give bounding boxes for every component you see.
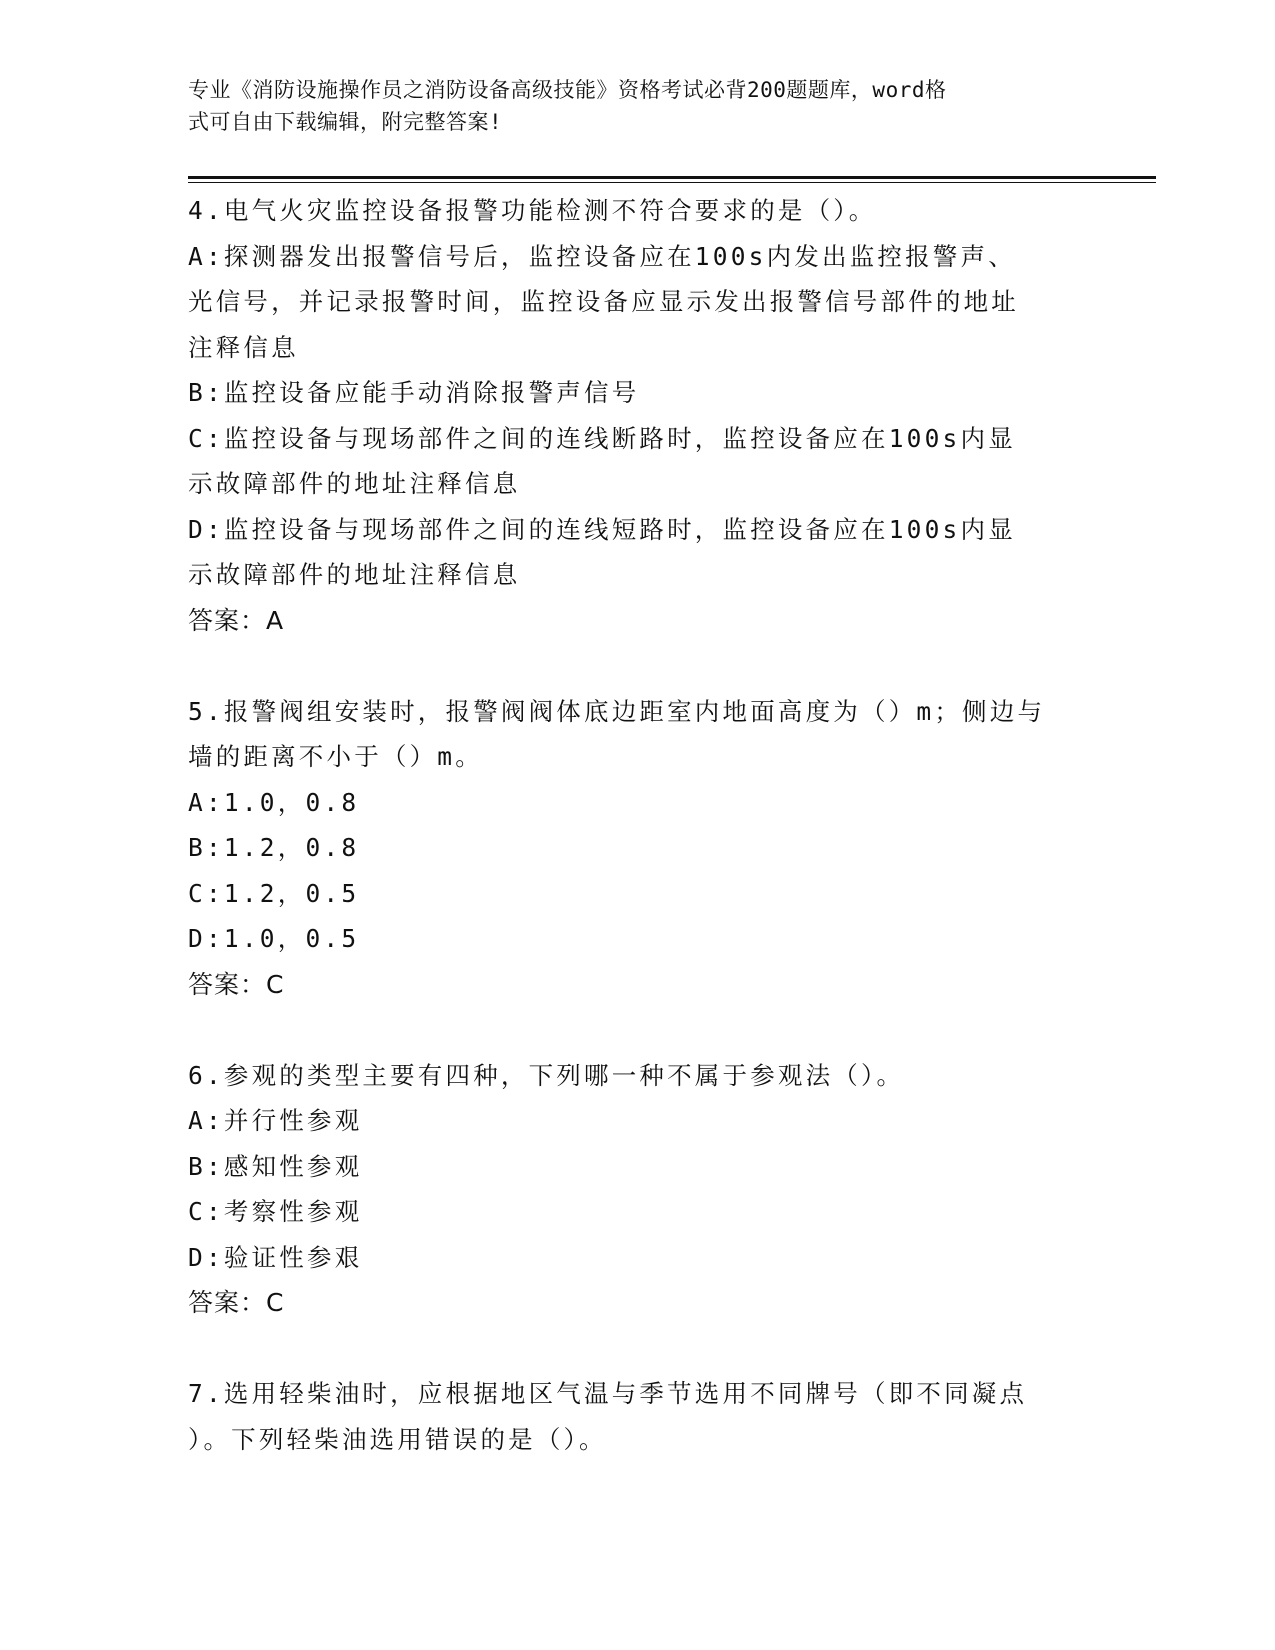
question-6 [188, 1053, 1088, 1326]
option-line: A:探测器发出报警信号后，监控设备应在100s内发出监控报警声、 [188, 241, 1016, 271]
header-divider-thin [188, 182, 1156, 183]
document-header [188, 74, 1068, 138]
option-b [188, 370, 1088, 416]
option-b: B:1.2，0.8 [188, 833, 360, 862]
option-a [188, 234, 1088, 371]
option-a: A:1.0，0.8 [188, 787, 360, 817]
option-b: B:感知性参观 [188, 1151, 363, 1181]
question-7 [188, 1371, 1088, 1462]
option-line: C:监控设备与现场部件之间的连线断路时，监控设备应在100s内显 [188, 423, 1016, 453]
option-line: 示故障部件的地址注释信息 [188, 560, 521, 589]
option-line: D:监控设备与现场部件之间的连线短路时，监控设备应在100s内显 [188, 514, 1016, 544]
question-spacer [188, 1007, 1088, 1053]
question-5 [188, 689, 1088, 1008]
question-stem: 4.电气火灾监控设备报警功能检测不符合要求的是（）。 [188, 196, 877, 225]
option-d [188, 507, 1088, 598]
question-list [188, 188, 1088, 1462]
option-c: C:考察性参观 [188, 1197, 363, 1226]
option-a: A:并行性参观 [188, 1106, 363, 1135]
question-spacer [188, 643, 1088, 689]
option-c [188, 416, 1088, 507]
header-divider-thick [188, 176, 1156, 179]
question-stem: 7.选用轻柴油时，应根据地区气温与季节选用不同牌号（即不同凝点 [188, 1379, 1028, 1408]
option-line: 注释信息 [188, 332, 299, 362]
option-d: D:1.0，0.5 [188, 924, 360, 953]
header-line-2: 式可自由下载编辑，附完整答案! [188, 110, 503, 134]
question-stem: ）。下列轻柴油选用错误的是（）。 [188, 1424, 607, 1454]
answer-label: 答案：C [188, 969, 285, 999]
question-spacer [188, 1326, 1088, 1372]
question-stem: 墙的距离不小于（）m。 [188, 742, 483, 771]
answer-label: 答案：C [188, 1288, 285, 1317]
question-stem: 5.报警阀组安装时，报警阀阀体底边距室内地面高度为（）m；侧边与 [188, 696, 1046, 726]
option-c: C:1.2，0.5 [188, 878, 360, 908]
header-line-1: 专业《消防设施操作员之消防设备高级技能》资格考试必背200题题库，word格 [188, 78, 947, 102]
option-line: 示故障部件的地址注释信息 [188, 469, 521, 498]
option-line: 光信号，并记录报警时间，监控设备应显示发出报警信号部件的地址 [188, 287, 1019, 316]
option-line: B:监控设备应能手动消除报警声信号 [188, 378, 640, 407]
answer-label: 答案：A [188, 605, 285, 635]
option-d: D:验证性参艰 [188, 1242, 363, 1272]
question-4 [188, 188, 1088, 643]
question-stem: 6.参观的类型主要有四种，下列哪一种不属于参观法（）。 [188, 1060, 905, 1090]
